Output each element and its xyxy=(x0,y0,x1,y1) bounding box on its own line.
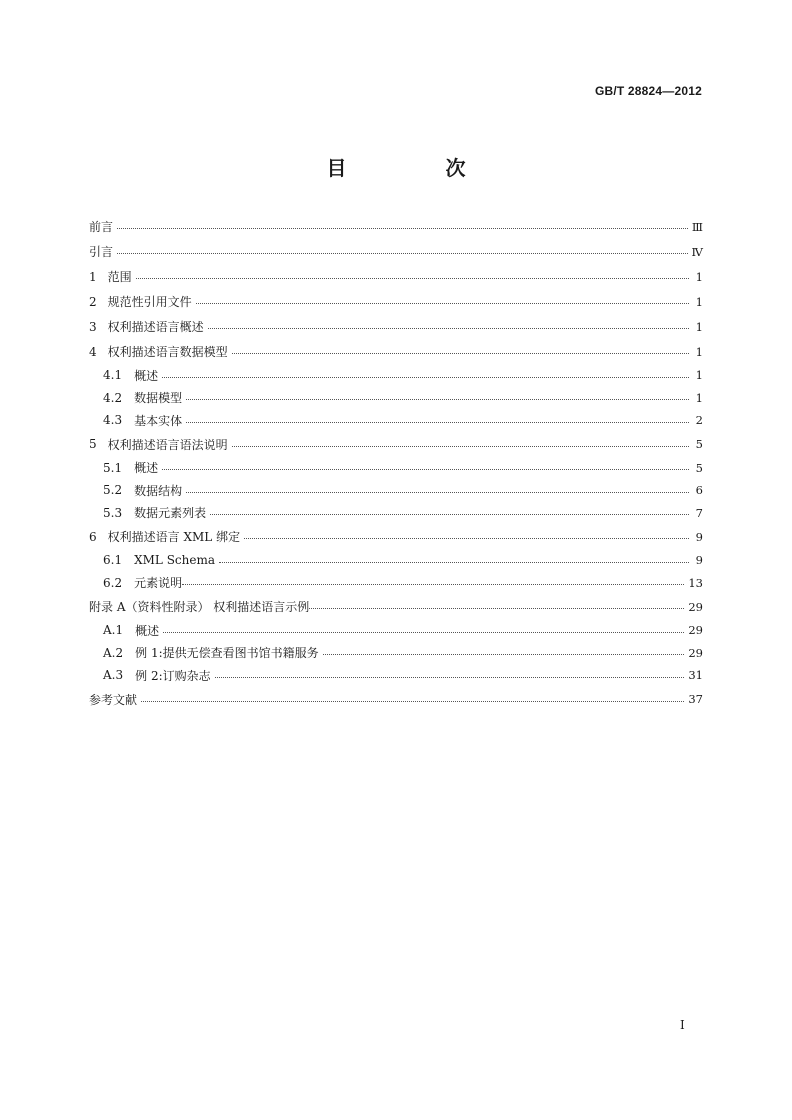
dot-leader xyxy=(163,632,684,633)
toc-page-number: Ⅲ xyxy=(691,219,703,234)
toc-page-number: 37 xyxy=(688,692,703,706)
toc-entry-label: 数据模型 xyxy=(134,391,183,406)
toc-entry-label: 基本实体 xyxy=(134,413,183,428)
standard-number: GB/T 28824—2012 xyxy=(594,84,702,98)
toc-entry-number: A.2 xyxy=(103,645,124,660)
toc-page-number: 2 xyxy=(695,413,703,428)
dot-leader xyxy=(162,377,689,378)
toc-entry-label: 数据结构 xyxy=(134,483,183,498)
toc-entry-label: 范围 xyxy=(107,270,132,284)
dot-leader xyxy=(186,492,689,493)
toc-entry-number: 3 xyxy=(89,319,97,334)
toc-entry-foreword[interactable] xyxy=(89,214,703,239)
dot-leader xyxy=(196,303,689,304)
dot-leader xyxy=(215,677,685,678)
page-number: I xyxy=(680,1018,685,1032)
dot-leader xyxy=(141,701,684,702)
toc-entry-label: 权利描述语言概述 xyxy=(107,320,204,334)
toc-entry-label: 概述 xyxy=(135,623,160,638)
toc-page-number: 1 xyxy=(695,319,703,334)
toc-entry-label: 权利描述语言数据模型 xyxy=(107,345,228,359)
toc-page-number: 1 xyxy=(695,368,703,383)
toc-page-number: 13 xyxy=(688,575,703,590)
toc-page-number: 1 xyxy=(695,294,703,309)
toc-entry-label: 权利描述语言 XML 绑定 xyxy=(107,530,241,544)
toc-page-number: 29 xyxy=(688,645,703,660)
toc-entry-number: A.3 xyxy=(103,668,124,683)
toc-entry-label: 元素说明 xyxy=(134,576,183,591)
toc-entry-label: 例 1:提供无偿查看图书馆书籍服务 xyxy=(135,646,319,661)
dot-leader xyxy=(182,584,684,585)
toc-entry-number: A.1 xyxy=(103,623,124,638)
toc-entry-a-1[interactable] xyxy=(89,619,703,642)
toc-page-number: 1 xyxy=(695,344,703,359)
toc-entry-label: 规范性引用文件 xyxy=(107,295,192,309)
dot-leader xyxy=(117,228,688,229)
toc-entry-a-2[interactable] xyxy=(89,642,703,665)
toc-entry-number: 1 xyxy=(89,269,97,284)
dot-leader xyxy=(244,538,689,539)
toc-entry-label: 权利描述语言语法说明 xyxy=(107,437,228,452)
toc-entry-label: 附录 A（资料性附录） 权利描述语言示例 xyxy=(89,600,310,614)
toc-entry-5-3[interactable] xyxy=(89,502,703,525)
toc-page-number: Ⅳ xyxy=(691,244,703,259)
toc-entry-5[interactable] xyxy=(89,432,703,457)
toc-entry-appendix-a[interactable] xyxy=(89,594,703,619)
toc-page-number: 5 xyxy=(695,437,703,451)
toc-entry-label: 数据元素列表 xyxy=(134,506,207,521)
toc-entry-1[interactable] xyxy=(89,264,703,289)
dot-leader xyxy=(309,608,684,609)
toc-entry-4-2[interactable] xyxy=(89,387,703,410)
dot-leader xyxy=(232,446,689,447)
toc-entry-label: 引言 xyxy=(89,245,114,259)
toc-entry-number: 5 xyxy=(89,437,97,451)
toc-entry-number: 5.2 xyxy=(103,483,123,498)
toc-entry-number: 6 xyxy=(89,529,97,544)
toc-page-number: 7 xyxy=(695,505,703,520)
toc-entry-4[interactable] xyxy=(89,339,703,364)
toc-entry-introduction[interactable] xyxy=(89,239,703,264)
toc-entry-number: 4.1 xyxy=(103,368,123,383)
toc-entry-a-3[interactable] xyxy=(89,664,703,687)
dot-leader xyxy=(117,253,687,254)
toc-page-number: 1 xyxy=(695,269,703,284)
toc-entry-3[interactable] xyxy=(89,314,703,339)
toc-entry-bibliography[interactable] xyxy=(89,687,703,712)
toc-entry-6[interactable] xyxy=(89,524,703,549)
toc-entry-6-2[interactable] xyxy=(89,572,703,595)
toc-entry-5-2[interactable] xyxy=(89,479,703,502)
toc-entry-number: 5.1 xyxy=(103,460,123,475)
toc-page-number: 29 xyxy=(688,623,703,638)
toc-page-number: 1 xyxy=(695,390,703,405)
toc-entry-label: 前言 xyxy=(89,220,114,234)
toc-entry-label: 例 2:订购杂志 xyxy=(135,668,211,683)
toc-entry-label: 概述 xyxy=(134,461,159,476)
toc-entry-number: 2 xyxy=(89,294,97,309)
toc-entry-number: 5.3 xyxy=(103,505,123,520)
dot-leader xyxy=(136,278,689,279)
toc-entry-number: 4 xyxy=(89,344,97,359)
toc-entry-number: 6.2 xyxy=(103,575,123,590)
toc-entry-4-1[interactable] xyxy=(89,364,703,387)
toc-entry-2[interactable] xyxy=(89,289,703,314)
toc-page-number: 31 xyxy=(688,668,703,683)
toc-page-number: 29 xyxy=(688,599,703,614)
dot-leader xyxy=(210,514,689,515)
toc-entry-label: 参考文献 xyxy=(89,692,138,707)
dot-leader xyxy=(186,399,689,400)
toc-entry-6-1[interactable] xyxy=(89,549,703,572)
toc-page-number: 9 xyxy=(695,553,703,568)
dot-leader xyxy=(219,562,689,563)
dot-leader xyxy=(323,654,685,655)
page-title: 目 次 xyxy=(326,156,512,180)
dot-leader xyxy=(186,422,689,423)
toc-page-number: 6 xyxy=(695,483,703,498)
table-of-contents xyxy=(89,214,703,712)
toc-entry-4-3[interactable] xyxy=(89,409,703,432)
toc-entry-5-1[interactable] xyxy=(89,457,703,480)
toc-entry-number: 4.3 xyxy=(103,413,123,428)
toc-entry-label: XML Schema xyxy=(134,553,216,568)
toc-page-number: 5 xyxy=(695,460,703,475)
toc-entry-number: 4.2 xyxy=(103,390,123,405)
toc-entry-label: 概述 xyxy=(134,368,159,383)
dot-leader xyxy=(208,328,689,329)
dot-leader xyxy=(162,469,689,470)
dot-leader xyxy=(232,353,689,354)
toc-entry-number: 6.1 xyxy=(103,553,123,568)
toc-page-number: 9 xyxy=(695,529,703,544)
